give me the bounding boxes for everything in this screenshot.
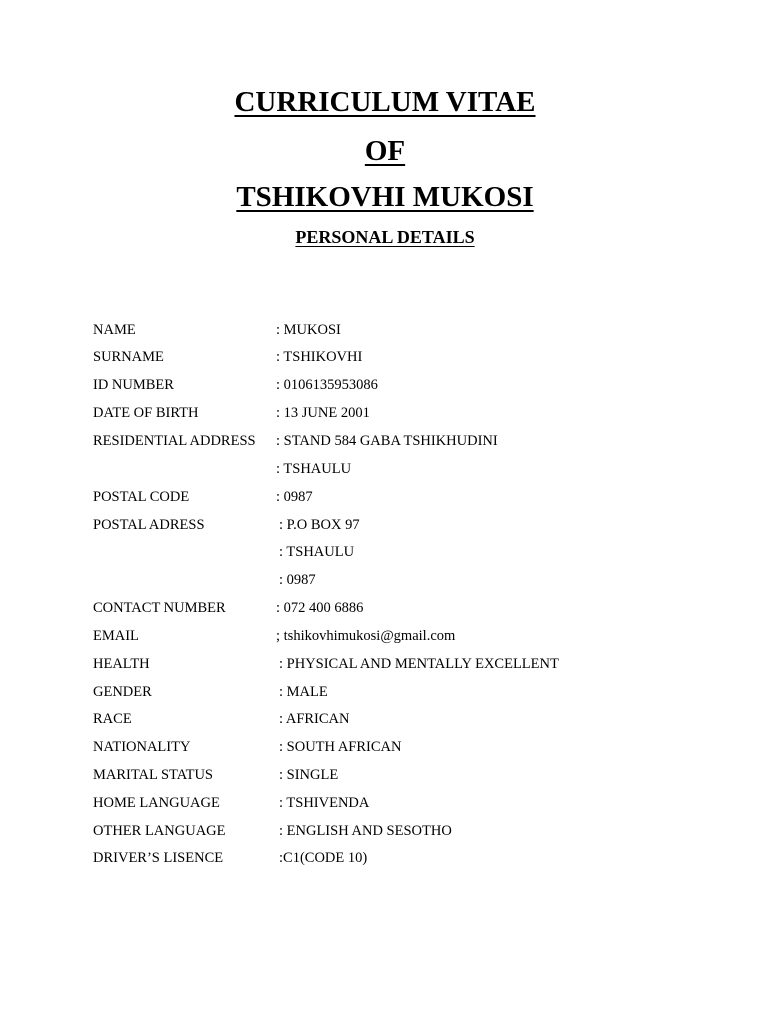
detail-label: RACE [93,711,132,727]
detail-row-residential-address [0,431,770,451]
detail-row-postal-address-cont [0,542,770,562]
detail-value: : PHYSICAL AND MENTALLY EXCELLENT [279,656,559,672]
detail-row-residential-address-cont [0,459,770,479]
detail-value: : ENGLISH AND SESOTHO [279,823,452,839]
detail-row-date-of-birth [0,403,770,423]
detail-value: : MUKOSI [276,322,341,338]
detail-label: POSTAL CODE [93,489,190,505]
detail-value: ; tshikovhimukosi@gmail.com [276,628,456,644]
detail-row-marital-status [0,765,770,785]
detail-value: : SINGLE [279,767,339,783]
detail-label: DATE OF BIRTH [93,405,199,421]
detail-row-postal-address [0,515,770,535]
detail-value: : SOUTH AFRICAN [279,739,402,755]
detail-row-gender [0,682,770,702]
detail-value: : TSHIKOVHI [276,349,363,365]
detail-label: HEALTH [93,656,150,672]
detail-value: : 072 400 6886 [276,600,364,616]
detail-value: : AFRICAN [279,711,350,727]
document-title-of: OF [364,135,406,167]
detail-row-nationality [0,737,770,757]
detail-row-health [0,654,770,674]
detail-row-other-language [0,821,770,841]
detail-label: POSTAL ADRESS [93,517,205,533]
detail-label: NAME [93,322,136,338]
document-title: CURRICULUM VITAE [234,86,536,118]
section-heading-personal-details: PERSONAL DETAILS [295,227,475,247]
detail-row-surname [0,347,770,367]
detail-row-postal-address-code [0,570,770,590]
detail-row-id-number [0,375,770,395]
detail-value: : 0987 [279,572,316,588]
detail-label: HOME LANGUAGE [93,795,220,811]
detail-value: : TSHAULU [276,461,352,477]
detail-label: GENDER [93,684,152,700]
detail-row-name [0,320,770,340]
detail-value: : P.O BOX 97 [279,517,360,533]
detail-label: OTHER LANGUAGE [93,823,226,839]
detail-value: : 0106135953086 [276,377,378,393]
detail-label: NATIONALITY [93,739,191,755]
detail-label: SURNAME [93,349,164,365]
detail-label: EMAIL [93,628,139,644]
detail-row-contact-number [0,598,770,618]
detail-label: RESIDENTIAL ADDRESS [93,433,256,449]
detail-row-email [0,626,770,646]
detail-row-home-language [0,793,770,813]
candidate-name-heading: TSHIKOVHI MUKOSI [236,181,534,213]
detail-value: : TSHIVENDA [279,795,370,811]
detail-value: :C1(CODE 10) [279,850,368,866]
detail-row-postal-code [0,487,770,507]
detail-value: : STAND 584 GABA TSHIKHUDINI [276,433,498,449]
detail-label: ID NUMBER [93,377,174,393]
detail-label: MARITAL STATUS [93,767,213,783]
detail-value: : 0987 [276,489,313,505]
detail-value: : MALE [279,684,328,700]
detail-label: DRIVER’S LISENCE [93,850,224,866]
detail-value: : 13 JUNE 2001 [276,405,370,421]
detail-row-drivers-licence [0,848,770,868]
detail-label: CONTACT NUMBER [93,600,226,616]
detail-row-race [0,709,770,729]
detail-value: : TSHAULU [279,544,355,560]
